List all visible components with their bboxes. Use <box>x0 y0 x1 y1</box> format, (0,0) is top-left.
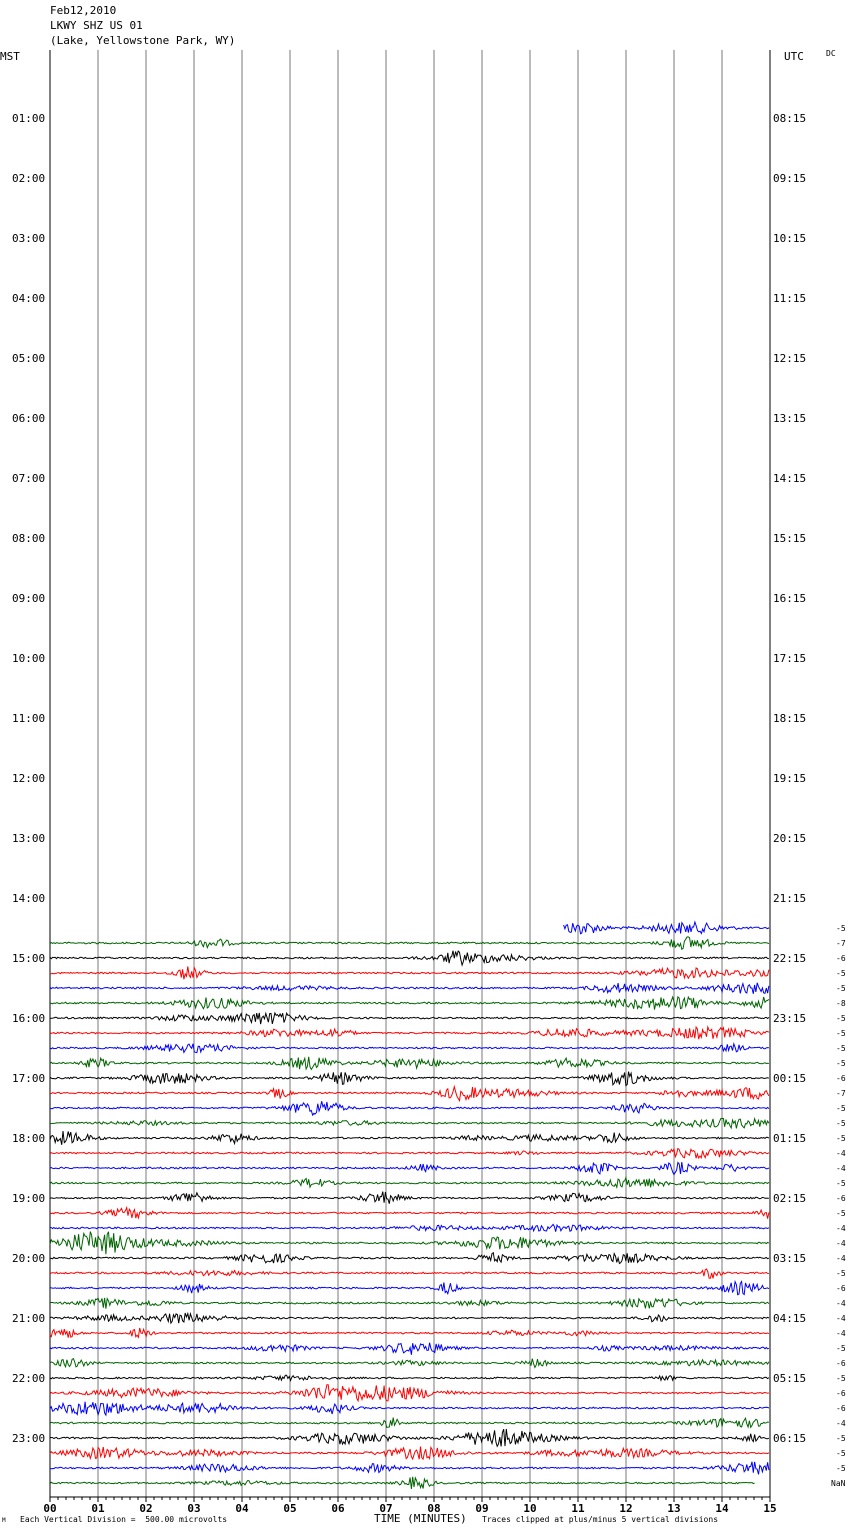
trace-offset-label: -5 <box>836 1269 846 1278</box>
trace-offset-label: -4 <box>836 1419 846 1428</box>
utc-hour-label: 11:15 <box>773 292 807 305</box>
trace-offset-label: -4 <box>836 1314 846 1323</box>
seismic-traces <box>50 922 769 1489</box>
trace-offset-label: -5 <box>836 1179 846 1188</box>
x-tick-label: 07 <box>379 1502 393 1515</box>
trace-offset-label: -7 <box>836 939 846 948</box>
utc-hour-label: 03:15 <box>773 1252 807 1265</box>
mst-hour-label: 16:00 <box>12 1012 46 1025</box>
left-axis-title: MST <box>0 50 20 63</box>
trace-offset-label: -6 <box>836 1194 846 1203</box>
trace-offset-label: -6 <box>836 954 846 963</box>
mst-hour-label: 17:00 <box>12 1072 46 1085</box>
utc-hour-label: 16:15 <box>773 592 807 605</box>
trace-offset-label: -5 <box>836 1464 846 1473</box>
x-tick-label: 13 <box>667 1502 681 1515</box>
station-code: LKWY SHZ US 01 <box>50 19 143 32</box>
utc-hour-label: 23:15 <box>773 1012 807 1025</box>
trace-row-63 <box>50 997 769 1010</box>
trace-offset-label: -5 <box>836 1044 846 1053</box>
trace-row-87 <box>50 1359 769 1368</box>
mst-hour-label: 14:00 <box>12 892 46 905</box>
trace-offset-label: -6 <box>836 1404 846 1413</box>
trace-row-94 <box>50 1462 769 1475</box>
trace-row-65 <box>50 1027 769 1039</box>
x-tick-label: 15 <box>763 1502 777 1515</box>
trace-row-64 <box>50 1013 769 1024</box>
trace-offset-label: -4 <box>836 1164 846 1173</box>
utc-hour-label: 05:15 <box>773 1372 807 1385</box>
trace-offset-label: -5 <box>836 1209 846 1218</box>
trace-row-91 <box>50 1418 769 1428</box>
trace-offset-label: -5 <box>836 1374 846 1383</box>
mst-hour-label: 07:00 <box>12 472 46 485</box>
division-scale-note: Each Vertical Division = 500.00 microvolts <box>20 1515 228 1524</box>
trace-row-80 <box>50 1253 769 1264</box>
utc-hour-label: 17:15 <box>773 652 807 665</box>
trace-row-76 <box>50 1192 769 1204</box>
trace-offset-label: -6 <box>836 1074 846 1083</box>
trace-offset-label: -5 <box>836 1059 846 1068</box>
utc-hour-label: 04:15 <box>773 1312 807 1325</box>
utc-hour-label: 13:15 <box>773 412 807 425</box>
x-tick-label: 11 <box>571 1502 585 1515</box>
trace-offset-label: -6 <box>836 1359 846 1368</box>
trace-row-93 <box>50 1447 769 1460</box>
trace-row-86 <box>50 1343 769 1355</box>
trace-offset-label: -5 <box>836 984 846 993</box>
trace-row-68 <box>50 1072 769 1086</box>
trace-row-78 <box>50 1224 769 1231</box>
mst-hour-label: 04:00 <box>12 292 46 305</box>
trace-offset-label: -7 <box>836 1089 846 1098</box>
trace-offset-label: -5 <box>836 1434 846 1443</box>
utc-hour-label: 06:15 <box>773 1432 807 1445</box>
trace-offset-label: -4 <box>836 1239 846 1248</box>
utc-hour-label: 18:15 <box>773 712 807 725</box>
trace-row-79 <box>50 1232 769 1255</box>
trace-offset-label: -5 <box>836 1344 846 1353</box>
right-axis-title: UTC <box>784 50 804 63</box>
trace-offset-label: -5 <box>836 1104 846 1113</box>
x-tick-label: 02 <box>139 1502 153 1515</box>
trace-row-92 <box>50 1429 769 1446</box>
trace-row-95 <box>50 1477 755 1489</box>
trace-offset-label: -4 <box>836 1149 846 1158</box>
trace-row-81 <box>50 1269 769 1278</box>
trace-row-73 <box>50 1149 769 1159</box>
utc-hour-label: 12:15 <box>773 352 807 365</box>
trace-row-85 <box>50 1328 769 1338</box>
x-tick-label: 03 <box>187 1502 201 1515</box>
utc-hour-label: 21:15 <box>773 892 807 905</box>
trace-row-59 <box>50 937 769 949</box>
trace-row-61 <box>50 966 769 979</box>
x-tick-label: 00 <box>43 1502 57 1515</box>
trace-row-70 <box>50 1101 769 1115</box>
x-tick-label: 06 <box>331 1502 345 1515</box>
x-tick-label: 08 <box>427 1502 441 1515</box>
utc-hour-label: 08:15 <box>773 112 807 125</box>
x-tick-label: 10 <box>523 1502 537 1515</box>
utc-hour-label: 09:15 <box>773 172 807 185</box>
trace-offset-label: -5 <box>836 1029 846 1038</box>
trace-row-71 <box>50 1118 769 1128</box>
trace-offset-label: -6 <box>836 1284 846 1293</box>
trace-offset-label: -4 <box>836 1299 846 1308</box>
mst-hour-label: 22:00 <box>12 1372 46 1385</box>
x-tick-label: 01 <box>91 1502 105 1515</box>
hour-labels <box>12 112 806 1445</box>
bottom-left-mark: M <box>2 1517 6 1524</box>
mst-hour-label: 11:00 <box>12 712 46 725</box>
trace-offset-label: -5 <box>836 1449 846 1458</box>
clipping-note: Traces clipped at plus/minus 5 vertical divisions <box>482 1515 719 1524</box>
mst-hour-label: 15:00 <box>12 952 46 965</box>
mst-hour-label: 01:00 <box>12 112 46 125</box>
utc-hour-label: 19:15 <box>773 772 807 785</box>
trace-row-74 <box>50 1162 769 1175</box>
trace-offset-label: -8 <box>836 999 846 1008</box>
utc-hour-label: 15:15 <box>773 532 807 545</box>
mst-hour-label: 20:00 <box>12 1252 46 1265</box>
utc-hour-label: 10:15 <box>773 232 807 245</box>
trace-offset-label: -5 <box>836 1119 846 1128</box>
trace-row-89 <box>50 1385 769 1401</box>
trace-offset-label: -4 <box>836 1224 846 1233</box>
utc-hour-label: 14:15 <box>773 472 807 485</box>
trace-row-58 <box>564 922 769 934</box>
mst-hour-label: 13:00 <box>12 832 46 845</box>
trace-offset-label: -5 <box>836 924 846 933</box>
trace-row-60 <box>50 951 769 965</box>
trace-row-88 <box>50 1375 769 1380</box>
corner-mark: NaN <box>831 1479 846 1488</box>
trace-row-83 <box>50 1298 769 1309</box>
trace-row-90 <box>50 1402 769 1415</box>
trace-offset-labels <box>836 924 846 1473</box>
mst-hour-label: 09:00 <box>12 592 46 605</box>
mst-hour-label: 02:00 <box>12 172 46 185</box>
utc-hour-label: 22:15 <box>773 952 807 965</box>
utc-hour-label: 02:15 <box>773 1192 807 1205</box>
x-axis-title: TIME (MINUTES) <box>374 1512 467 1525</box>
mst-hour-label: 18:00 <box>12 1132 46 1145</box>
trace-offset-label: -4 <box>836 1254 846 1263</box>
plot-date: Feb12,2010 <box>50 4 117 17</box>
trace-row-67 <box>50 1057 769 1070</box>
mst-hour-label: 05:00 <box>12 352 46 365</box>
chart-grid <box>50 50 770 1497</box>
trace-offset-label: -5 <box>836 1014 846 1023</box>
mst-hour-label: 03:00 <box>12 232 46 245</box>
trace-row-72 <box>50 1131 769 1145</box>
mst-hour-label: 23:00 <box>12 1432 46 1445</box>
trace-offset-label: -5 <box>836 1134 846 1143</box>
trace-offset-label: -6 <box>836 1389 846 1398</box>
trace-row-62 <box>50 983 769 994</box>
mst-hour-label: 10:00 <box>12 652 46 665</box>
x-tick-label: 12 <box>619 1502 633 1515</box>
trace-row-66 <box>50 1044 769 1053</box>
dc-label: DC <box>826 49 836 58</box>
mst-hour-label: 12:00 <box>12 772 46 785</box>
trace-row-84 <box>50 1313 769 1323</box>
x-tick-label: 05 <box>283 1502 297 1515</box>
mst-hour-label: 21:00 <box>12 1312 46 1325</box>
utc-hour-label: 00:15 <box>773 1072 807 1085</box>
trace-row-69 <box>50 1087 769 1101</box>
mst-hour-label: 19:00 <box>12 1192 46 1205</box>
mst-hour-label: 08:00 <box>12 532 46 545</box>
trace-row-82 <box>50 1282 769 1295</box>
trace-offset-label: -5 <box>836 969 846 978</box>
station-location: (Lake, Yellowstone Park, WY) <box>50 34 236 47</box>
trace-offset-label: -4 <box>836 1329 846 1338</box>
x-tick-label: 14 <box>715 1502 729 1515</box>
mst-hour-label: 06:00 <box>12 412 46 425</box>
x-tick-label: 04 <box>235 1502 249 1515</box>
utc-hour-label: 01:15 <box>773 1132 807 1145</box>
trace-row-75 <box>50 1178 769 1188</box>
x-tick-label: 09 <box>475 1502 489 1515</box>
trace-row-77 <box>50 1208 769 1219</box>
utc-hour-label: 20:15 <box>773 832 807 845</box>
